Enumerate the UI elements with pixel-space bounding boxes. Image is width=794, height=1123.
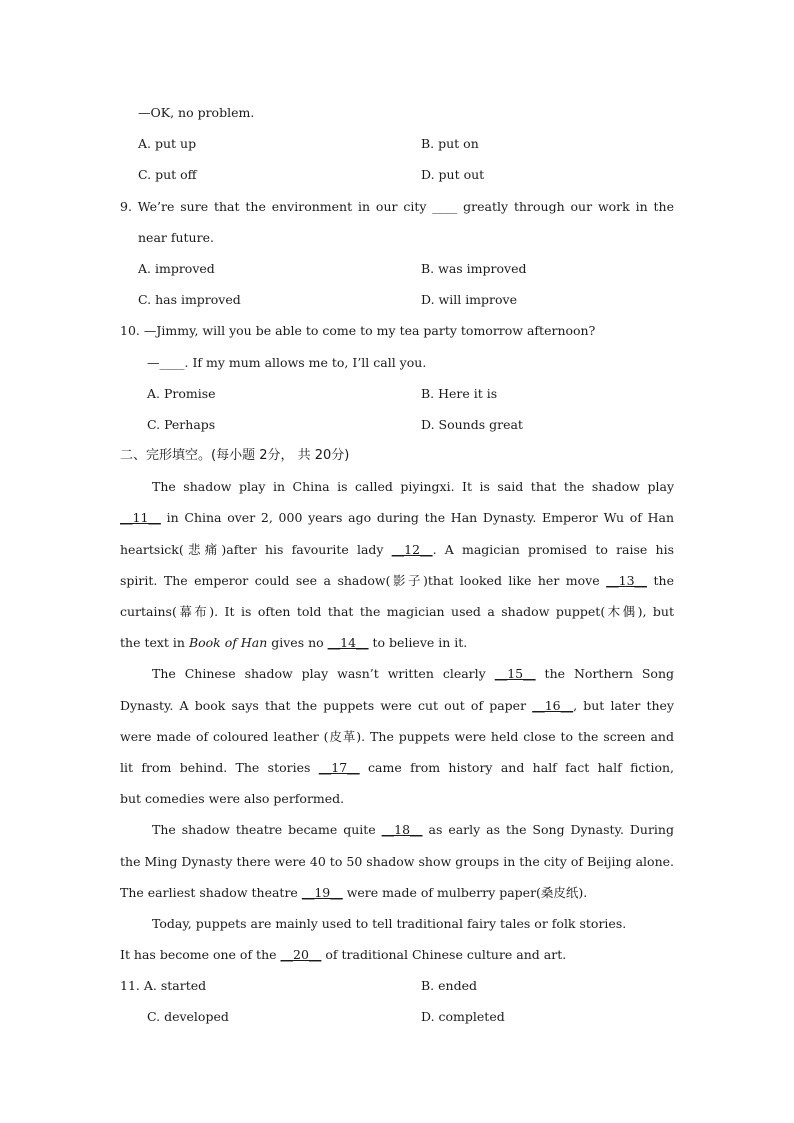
q9-options-row-1 [120, 253, 674, 284]
blank-17: __17__ [318, 759, 360, 775]
q8-option-d: D. put out [421, 167, 485, 183]
exam-page [120, 97, 674, 1033]
q8-option-c: C. put off [138, 167, 197, 183]
q10-option-c: C. Perhaps [147, 416, 216, 432]
q8-options-row-2 [120, 159, 674, 190]
q9-options-row-2 [120, 284, 674, 315]
passage-line: The Chinese shadow play wasn’t written clearly __15__ the Northern Song [152, 666, 674, 682]
blank-18: __18__ [381, 822, 423, 838]
blank-20: __20__ [280, 947, 322, 963]
blank-13: __13__ [606, 572, 648, 588]
passage-line: but comedies were also performed. [120, 791, 345, 807]
cloze-passage [120, 471, 674, 970]
q11-options-row-1 [120, 970, 674, 1001]
q8-options-row-1 [120, 128, 674, 159]
blank-11: __11__ [120, 510, 161, 526]
passage-line: The shadow theatre became quite __18__ as early as the Song Dynasty. During [152, 822, 674, 838]
book-title: Book of Han [188, 635, 268, 651]
q10-option-d: D. Sounds great [421, 416, 523, 432]
section-2-title: 二、完形填空。(每小题 2分， 共 20分) [120, 448, 350, 464]
q10-stem-line-2: —____. If my mum allows me to, I’ll call you. [147, 354, 427, 370]
blank-15: __15__ [494, 666, 536, 682]
blank-14: __14__ [327, 635, 369, 651]
passage-line: heartsick(悲痛)after his favourite lady __12__. A magician promised to raise his [120, 541, 674, 557]
passage-line: were made of coloured leather (皮革). The puppets were held close to the screen and [120, 728, 674, 744]
passage-line: the text in Book of Han gives no __14__ to believe in it. [120, 635, 468, 651]
blank-12: __12__ [391, 541, 433, 557]
q9-option-b: B. was improved [421, 260, 527, 276]
q9-option-c: C. has improved [138, 292, 241, 308]
passage-line: __11__ in China over 2, 000 years ago during the Han Dynasty. Emperor Wu of Han [120, 510, 674, 526]
q8-reply: —OK, no problem. [138, 105, 255, 120]
q8-option-b: B. put on [421, 136, 479, 152]
q9-stem-line-2: near future. [138, 229, 214, 245]
q9-option-a: A. improved [138, 260, 215, 276]
q11-options-row-2 [120, 1001, 674, 1032]
q8-option-a: A. put up [138, 136, 197, 152]
q11-option-d: D. completed [421, 1009, 505, 1025]
q11-option-a: 11. A. started [120, 978, 207, 994]
q10-options-row-2 [120, 409, 674, 440]
passage-line: Dynasty. A book says that the puppets were cut out of paper __16__, but later they [120, 697, 674, 713]
blank-19: __19__ [301, 884, 343, 900]
passage-line: The earliest shadow theatre __19__ were made of mulberry paper(桑皮纸). [120, 884, 588, 900]
passage-line: curtains(幕布). It is often told that the magician used a shadow puppet(木偶), but [120, 604, 674, 619]
passage-line: spirit. The emperor could see a shadow(影子)that looked like her move __13__ the [120, 572, 674, 588]
q11-option-b: B. ended [421, 978, 477, 994]
q10-options-row-1 [120, 378, 674, 409]
passage-line: The shadow play in China is called piyingxi. It is said that the shadow play [152, 479, 674, 495]
q11-option-c: C. developed [147, 1009, 229, 1025]
blank-16: __16__ [532, 697, 574, 713]
q9-stem-line-1: 9. We’re sure that the environment in our city ____ greatly through our work in the [120, 198, 674, 214]
passage-line: lit from behind. The stories __17__ came from history and half fact half fiction, [120, 759, 674, 775]
q9-option-d: D. will improve [421, 292, 518, 308]
passage-line: the Ming Dynasty there were 40 to 50 shadow show groups in the city of Beijing alone. [120, 853, 674, 869]
q10-stem-line-1: 10. —Jimmy, will you be able to come to my tea party tomorrow afternoon? [120, 323, 596, 339]
q10-option-b: B. Here it is [421, 385, 498, 401]
passage-line: Today, puppets are mainly used to tell traditional fairy tales or folk stories. [152, 915, 627, 931]
passage-line: It has become one of the __20__ of traditional Chinese culture and art. [120, 947, 567, 963]
q10-option-a: A. Promise [147, 385, 216, 401]
